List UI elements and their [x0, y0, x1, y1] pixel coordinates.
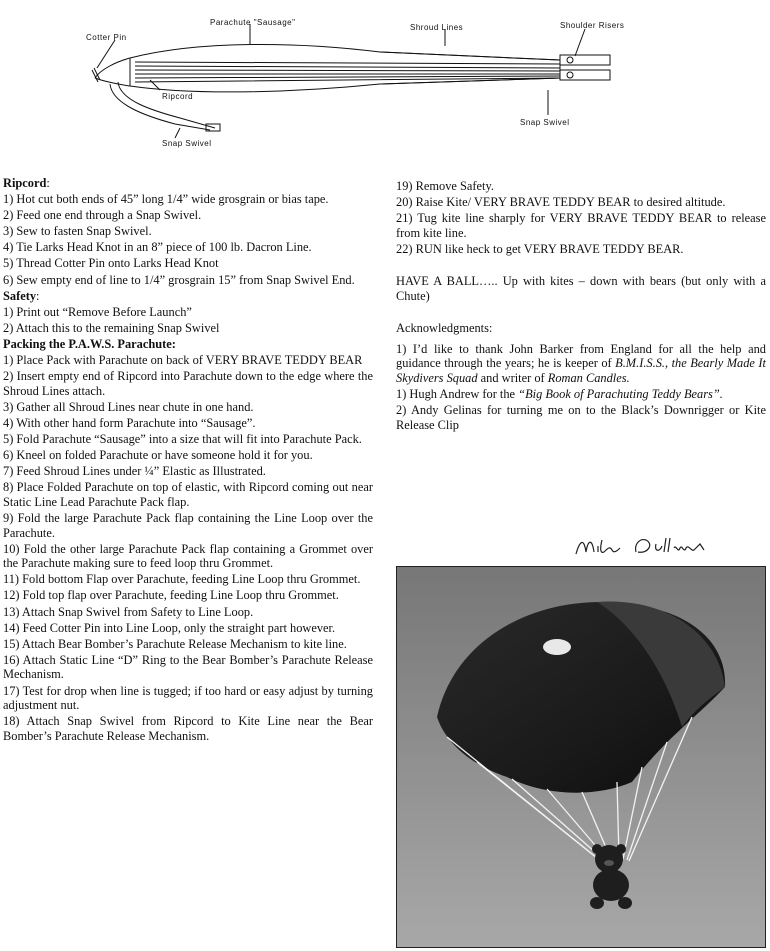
list-item: 2) Attach this to the remaining Snap Swivel — [3, 320, 220, 335]
acknowledgments-heading: Acknowledgments: — [396, 320, 493, 335]
list-item: 6) Kneel on folded Parachute or have someone hold it for you. — [3, 448, 313, 463]
list-item: 4) Tie Larks Head Knot in an 8” piece of 100 lb. Dacron Line. — [3, 240, 312, 255]
list-item: 14) Feed Cotter Pin into Line Loop, only the straight part however. — [3, 620, 336, 635]
list-item: 7) Feed Shroud Lines under ¼” Elastic as Illustrated. — [3, 464, 266, 479]
list-item: 21) Tug kite line sharply for VERY BRAVE TEDDY BEAR to release from kite line. — [396, 211, 766, 240]
list-item: 19) Remove Safety. — [396, 179, 494, 193]
label-snap-swivel-right: Snap Swivel — [520, 118, 570, 127]
ack1-text-a: 1) I’d like to thank John Barker from England for all the help and guidance through the years; he is keeper of — [396, 341, 766, 371]
list-item: 1) Place Pack with Parachute on back of VERY BRAVE TEDDY BEAR — [3, 353, 363, 368]
ack2-italic: “Big Book of Parachuting Teddy Bears”. — [518, 387, 723, 402]
label-shroud-lines: Shroud Lines — [410, 23, 464, 32]
list-item: 18) Attach Snap Swivel from Ripcord to Kite Line near the Bear Bomber’s Parachute Release Mechanism. — [3, 714, 373, 743]
packing-steps — [3, 353, 373, 743]
list-item: 12) Fold top flap over Parachute, feeding Line Loop thru Grommet. — [3, 588, 339, 603]
list-item: 22) RUN like heck to get VERY BRAVE TEDDY BEAR. — [396, 241, 684, 256]
list-item: 16) Attach Static Line “D” Ring to the Bear Bomber’s Parachute Release Mechanism. — [3, 652, 373, 682]
list-item: 6) Sew empty end of line to 1/4” grosgrain 15” from Snap Swivel End. — [3, 272, 355, 287]
list-item: 9) Fold the large Parachute Pack flap containing the Line Loop over the Parachute. — [3, 510, 373, 540]
list-item: 17) Test for drop when line is tugged; if too hard or easy adjust by turning adjustment nut. — [3, 683, 373, 713]
list-item: 4) With other hand form Parachute into “Sausage”. — [3, 415, 256, 430]
have-a-ball-text: HAVE A BALL….. Up with kites – down with bears (but only with a Chute) — [396, 273, 766, 303]
list-item: 5) Fold Parachute “Sausage” into a size that will fit into Parachute Pack. — [3, 432, 362, 446]
safety-heading: Safety — [3, 288, 37, 303]
list-item: 1) Print out “Remove Before Launch” — [3, 304, 192, 319]
acknowledgment-item — [396, 342, 766, 386]
ripcord-heading: Ripcord — [3, 176, 47, 190]
list-item: 2) Feed one end through a Snap Swivel. — [3, 208, 202, 223]
label-snap-swivel-left: Snap Swivel — [162, 139, 212, 148]
list-item: 15) Attach Bear Bomber’s Parachute Release Mechanism to kite line. — [3, 636, 347, 651]
ack1-text-b: and writer of — [477, 370, 548, 385]
list-item: 1) Hot cut both ends of 45” long 1/4” wide grosgrain or bias tape. — [3, 192, 329, 207]
list-item: 13) Attach Snap Swivel from Safety to Line Loop. — [3, 604, 254, 619]
acknowledgment-item — [396, 387, 766, 402]
label-sausage: Parachute "Sausage" — [210, 18, 296, 27]
ack2-text: 1) Hugh Andrew for the — [396, 387, 519, 402]
signature — [570, 530, 730, 566]
ripcord-steps — [3, 192, 373, 287]
list-item: 5) Thread Cotter Pin onto Larks Head Knot — [3, 256, 219, 271]
parachute-diagram — [0, 0, 770, 160]
list-item: 3) Gather all Shroud Lines near chute in one hand. — [3, 399, 254, 414]
left-column — [3, 176, 373, 745]
parachute-bear-photo — [396, 566, 766, 948]
ack1-italic-a: B.M.I.S.S., the Bearly Made It Skydivers Squad — [396, 356, 766, 385]
right-column — [396, 179, 766, 434]
label-ripcord: Ripcord — [162, 92, 194, 101]
safety-heading-line: Safety: — [3, 288, 40, 303]
acknowledgment-item: 2) Andy Gelinas for turning me on to the Black’s Downrigger or Kite Release Clip — [396, 403, 766, 432]
ripcord-heading-line: Ripcord: — [3, 176, 50, 190]
list-item: 8) Place Folded Parachute on top of elastic, with Ripcord coming out near Static Line Lead Parachute Pack flap. — [3, 480, 373, 509]
ack1-italic-b: Roman Candles. — [547, 370, 630, 385]
safety-steps — [3, 305, 373, 336]
list-item: 20) Raise Kite/ VERY BRAVE TEDDY BEAR to desired altitude. — [396, 195, 726, 210]
list-item: 11) Fold bottom Flap over Parachute, feeding Line Loop thru Grommet. — [3, 572, 361, 587]
label-shoulder-risers: Shoulder Risers — [560, 21, 625, 30]
list-item: 10) Fold the other large Parachute Pack flap containing a Grommet over the Parachute making sure to feed loop thru Grommet. — [3, 541, 373, 571]
packing-heading: Packing the P.A.W.S. Parachute: — [3, 336, 176, 351]
list-item: 2) Insert empty end of Ripcord into Parachute down to the edge where the Shroud Lines attach. — [3, 369, 373, 398]
list-item: 3) Sew to fasten Snap Swivel. — [3, 224, 152, 239]
label-cotter-pin: Cotter Pin — [86, 33, 127, 42]
